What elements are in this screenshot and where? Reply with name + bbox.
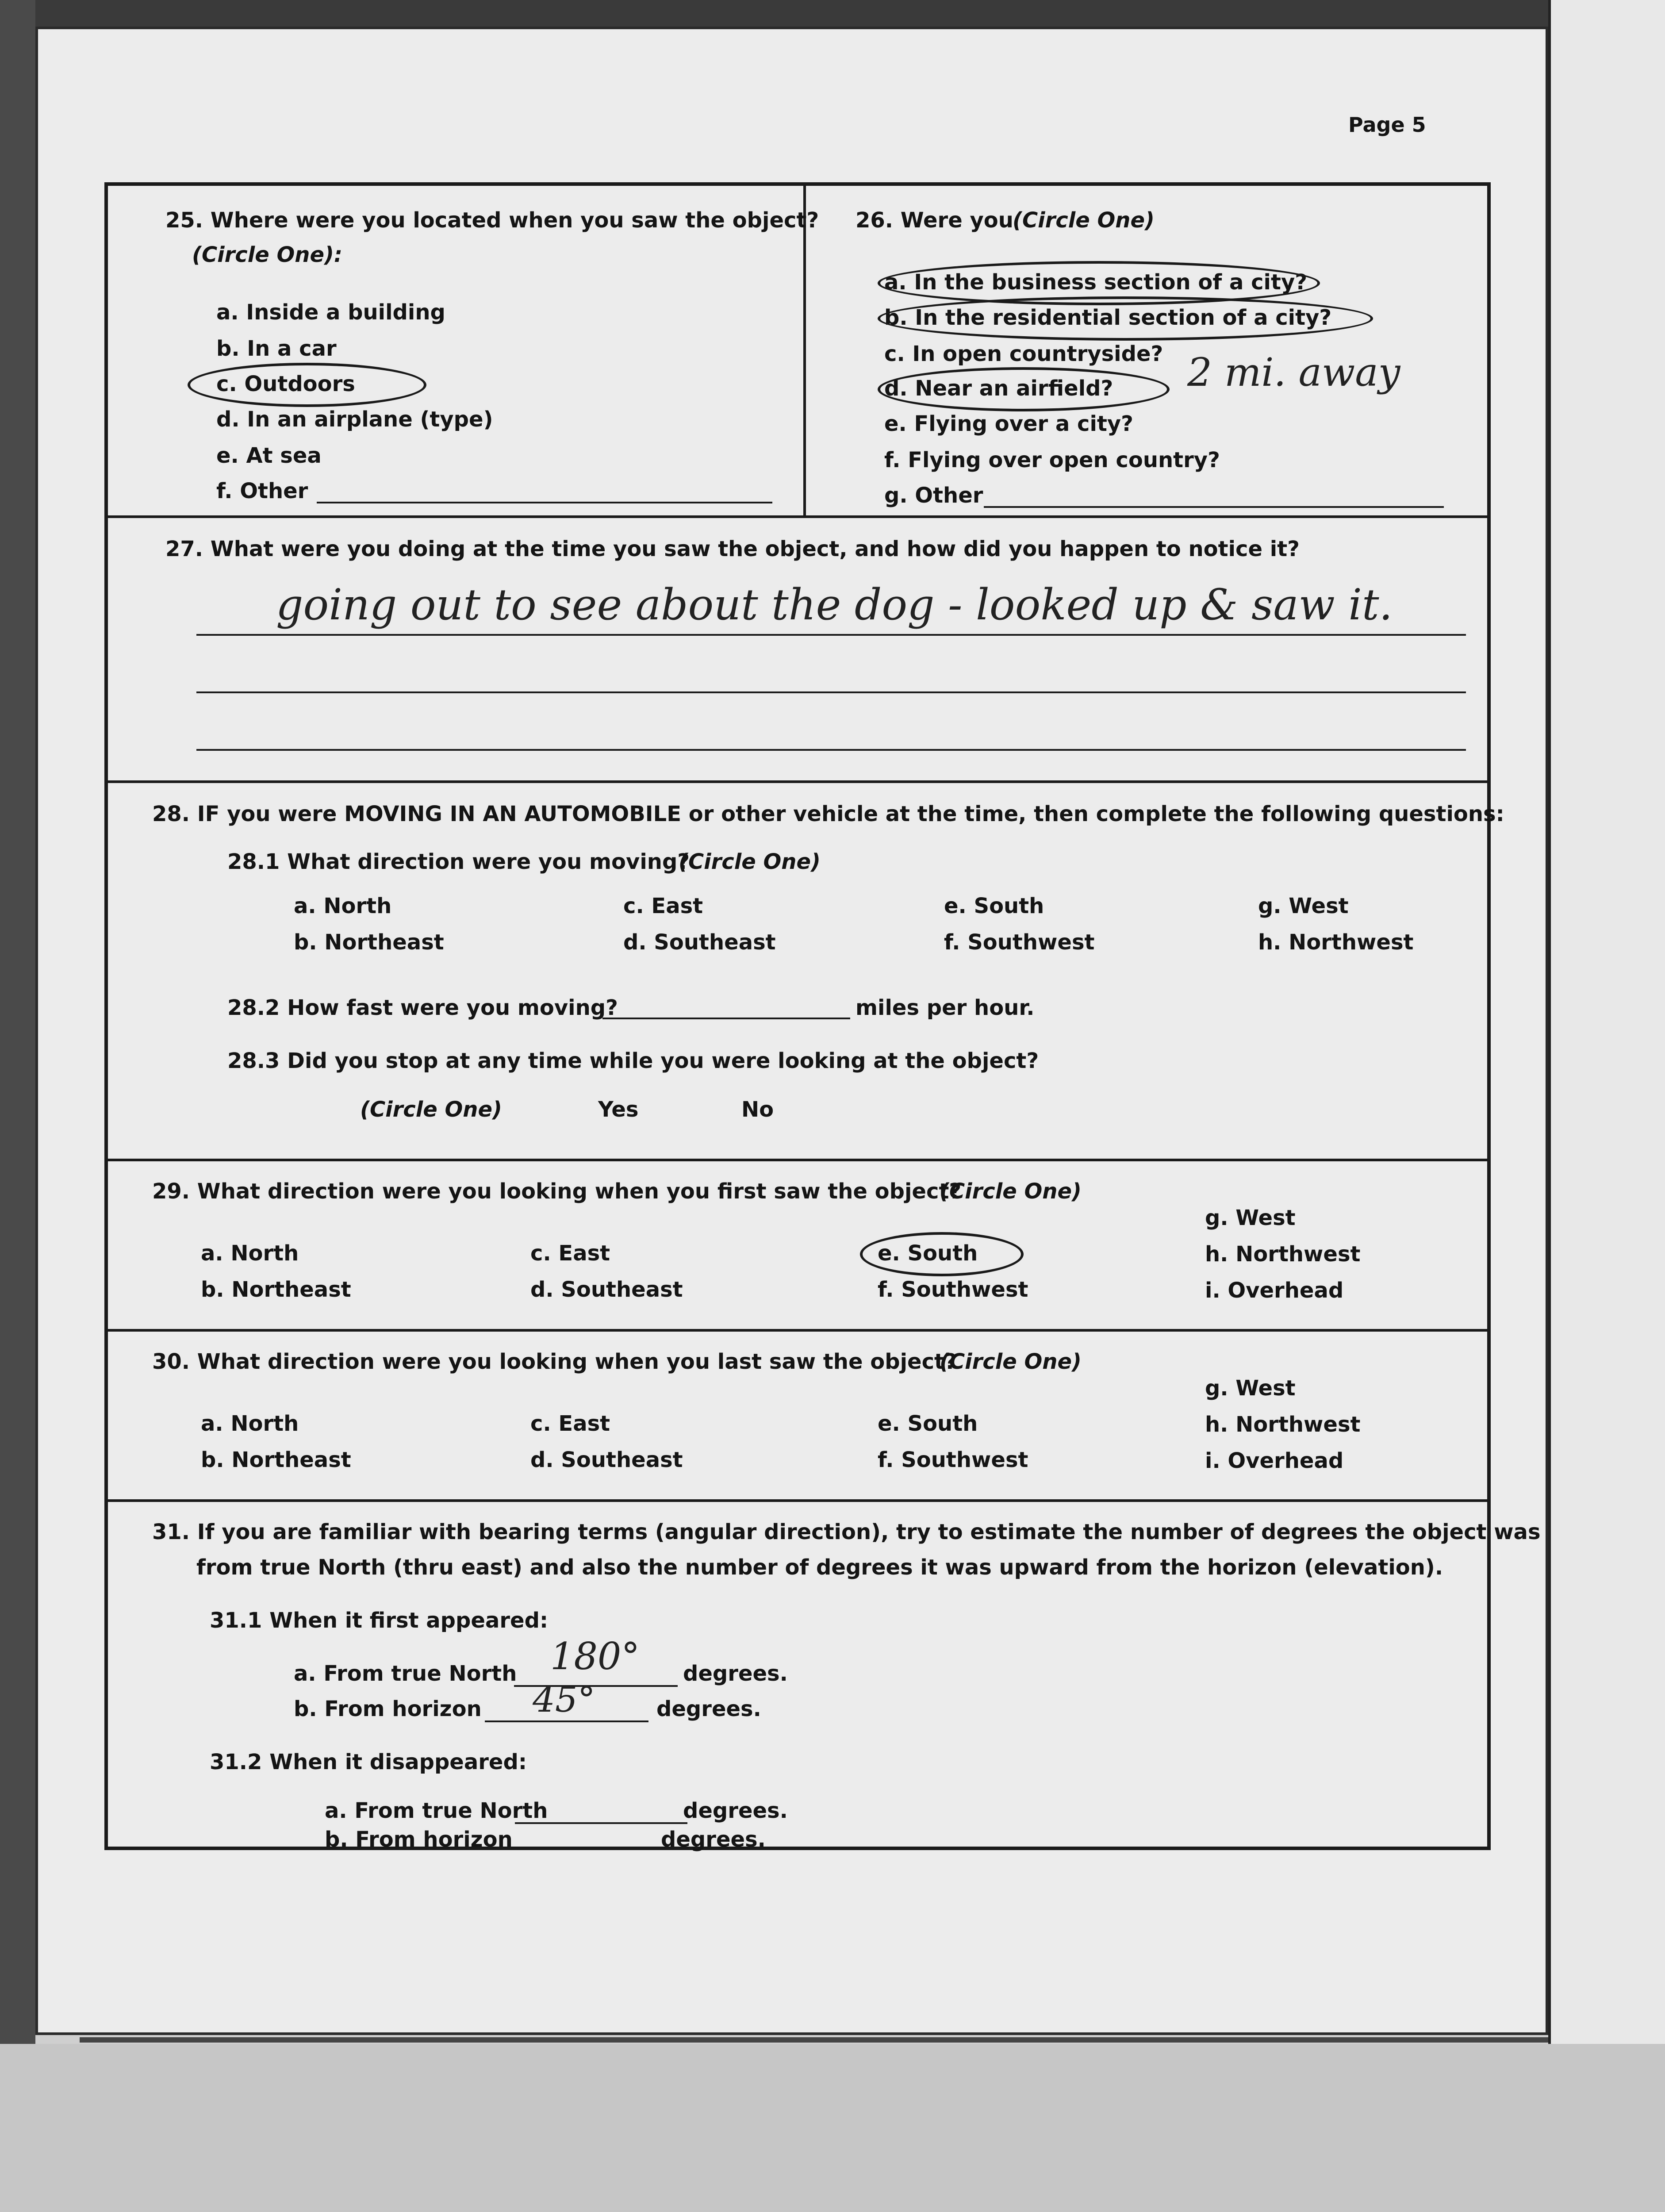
scan-border-left <box>0 0 35 2044</box>
section-q29 <box>108 1161 1487 1332</box>
questionnaire-form <box>104 182 1541 1852</box>
q26-option-e[interactable]: e. Flying over a city? <box>884 411 1134 436</box>
q30-option-g[interactable]: g. West <box>1205 1376 1296 1401</box>
q29-question: 29. What direction were you looking when you first saw the object? <box>152 1179 962 1204</box>
q29-option-g[interactable]: g. West <box>1205 1206 1296 1230</box>
q28-1-option-e[interactable]: e. South <box>944 894 1044 918</box>
q30-option-e[interactable]: e. South <box>878 1411 978 1436</box>
q28-3-question: 28.3 Did you stop at any time while you were looking at the object? <box>227 1048 1039 1073</box>
q31-1-b-field[interactable] <box>485 1720 648 1722</box>
q26-option-b[interactable]: b. In the residential section of a city? <box>884 305 1332 330</box>
scan-border-right <box>1548 0 1665 2057</box>
q25-option-a[interactable]: a. Inside a building <box>216 300 445 325</box>
q28-3-instruction: (Circle One) <box>360 1097 502 1122</box>
q31-1-b-unit: degrees. <box>656 1697 761 1721</box>
q26-answer-circle-d <box>878 367 1170 411</box>
q26-option-f[interactable]: f. Flying over open country? <box>884 448 1220 472</box>
q28-1-question: 28.1 What direction were you moving? <box>227 849 690 874</box>
q28-1-option-a[interactable]: a. North <box>294 894 392 918</box>
q28-1-option-g[interactable]: g. West <box>1258 894 1349 918</box>
q29-option-h[interactable]: h. Northwest <box>1205 1242 1361 1267</box>
q27-handwritten-answer: going out to see about the dog - looked up & saw it. <box>276 580 1393 630</box>
q26-answer-circle-b <box>878 296 1373 341</box>
q25-option-f[interactable]: f. Other <box>216 479 308 503</box>
scan-background <box>0 2044 1665 2212</box>
q26-question: 26. Were you <box>856 208 1013 233</box>
section-q28 <box>108 783 1504 1161</box>
q26-instruction: (Circle One) <box>1013 208 1155 233</box>
q31-1-a-label: a. From true North <box>294 1661 517 1686</box>
q31-2-b-field[interactable] <box>484 1847 661 1849</box>
q26-handwritten-note: 2 mi. away <box>1187 349 1400 395</box>
q30-option-h[interactable]: h. Northwest <box>1205 1412 1361 1437</box>
q27-answer-line-2[interactable] <box>196 691 1466 693</box>
q25-other-line[interactable] <box>317 502 772 503</box>
page-bottom-edge <box>80 2037 1548 2043</box>
q25-option-d[interactable]: d. In an airplane (type) <box>216 407 493 432</box>
section-q30 <box>108 1332 1487 1502</box>
q31-2-a-field[interactable] <box>515 1822 687 1824</box>
q31-2-a-unit: degrees. <box>683 1798 788 1823</box>
q29-option-c[interactable]: c. East <box>530 1241 610 1266</box>
q28-question: 28. IF you were MOVING IN AN AUTOMOBILE or other vehicle at the time, then complete the following questions: <box>152 802 1504 826</box>
q25-question: 25. Where were you located when you saw the object? <box>165 208 819 233</box>
column-divider <box>803 186 806 515</box>
q31-2-question: 31.2 When it disappeared: <box>210 1750 527 1774</box>
q26-other-line[interactable] <box>984 506 1444 508</box>
q28-2-question: 28.2 How fast were you moving? <box>227 995 618 1020</box>
q26-option-d[interactable]: d. Near an airfield? <box>884 376 1113 401</box>
q29-option-e[interactable]: e. South <box>878 1241 978 1266</box>
q30-option-i[interactable]: i. Overhead <box>1205 1448 1344 1473</box>
q28-1-option-c[interactable]: c. East <box>623 894 703 918</box>
q30-option-a[interactable]: a. North <box>201 1411 299 1436</box>
q28-1-option-f[interactable]: f. Southwest <box>944 930 1095 955</box>
q29-option-f[interactable]: f. Southwest <box>878 1277 1028 1302</box>
q25-answer-circle <box>188 363 426 407</box>
q30-option-d[interactable]: d. Southeast <box>530 1448 683 1472</box>
q29-instruction: (Circle One) <box>940 1179 1082 1204</box>
q29-answer-circle <box>860 1232 1024 1276</box>
q30-option-c[interactable]: c. East <box>530 1411 610 1436</box>
q27-question: 27. What were you doing at the time you saw the object, and how did you happen to notice it? <box>165 537 1300 561</box>
q28-1-option-d[interactable]: d. Southeast <box>623 930 776 955</box>
q28-1-option-b[interactable]: b. Northeast <box>294 930 444 955</box>
q31-1-a-value: 180° <box>550 1635 640 1678</box>
q31-question-line2: from true North (thru east) and also the number of degrees it was upward from the horizon (elevation). <box>196 1555 1443 1580</box>
q26-option-a[interactable]: a. In the business section of a city? <box>884 270 1308 295</box>
q25-option-c[interactable]: c. Outdoors <box>216 372 355 396</box>
q31-1-question: 31.1 When it first appeared: <box>210 1608 549 1633</box>
q29-option-i[interactable]: i. Overhead <box>1205 1278 1344 1303</box>
q28-3-option-yes[interactable]: Yes <box>598 1097 639 1122</box>
q29-option-a[interactable]: a. North <box>201 1241 299 1266</box>
q30-question: 30. What direction were you looking when you last saw the object? <box>152 1349 957 1374</box>
section-q25-q26 <box>108 186 1487 518</box>
q27-answer-line-1[interactable] <box>196 634 1466 636</box>
scan-border-top <box>0 0 1665 27</box>
q28-2-speed-field[interactable] <box>602 1018 850 1019</box>
q27-answer-line-3[interactable] <box>196 749 1466 751</box>
section-q27 <box>108 518 1487 783</box>
q28-1-option-h[interactable]: h. Northwest <box>1258 930 1414 955</box>
q31-1-a-unit: degrees. <box>683 1661 788 1686</box>
q26-option-g[interactable]: g. Other <box>884 483 983 508</box>
q29-option-d[interactable]: d. Southeast <box>530 1277 683 1302</box>
q31-1-b-value: 45° <box>533 1679 595 1720</box>
q25-instruction: (Circle One): <box>192 242 343 267</box>
q31-1-b-label: b. From horizon <box>294 1697 482 1721</box>
q31-2-b-label: b. From horizon <box>325 1827 513 1852</box>
q25-option-e[interactable]: e. At sea <box>216 443 322 468</box>
q28-1-instruction: (Circle One) <box>679 849 821 874</box>
page-number: Page 5 <box>1348 113 1426 137</box>
q31-2-b-unit: degrees. <box>661 1827 766 1852</box>
q30-option-b[interactable]: b. Northeast <box>201 1448 351 1472</box>
q31-2-a-label: a. From true North <box>325 1798 548 1823</box>
q30-option-f[interactable]: f. Southwest <box>878 1448 1028 1472</box>
q28-3-option-no[interactable]: No <box>741 1097 774 1122</box>
q26-option-c[interactable]: c. In open countryside? <box>884 342 1163 366</box>
q31-question-line1: 31. If you are familiar with bearing terms (angular direction), try to estimate the number of degrees the object was <box>152 1520 1541 1544</box>
q28-2-unit: miles per hour. <box>856 995 1035 1020</box>
q30-instruction: (Circle One) <box>940 1349 1082 1374</box>
q29-option-b[interactable]: b. Northeast <box>201 1277 351 1302</box>
section-q31 <box>108 1502 1541 1854</box>
q25-option-b[interactable]: b. In a car <box>216 336 337 361</box>
